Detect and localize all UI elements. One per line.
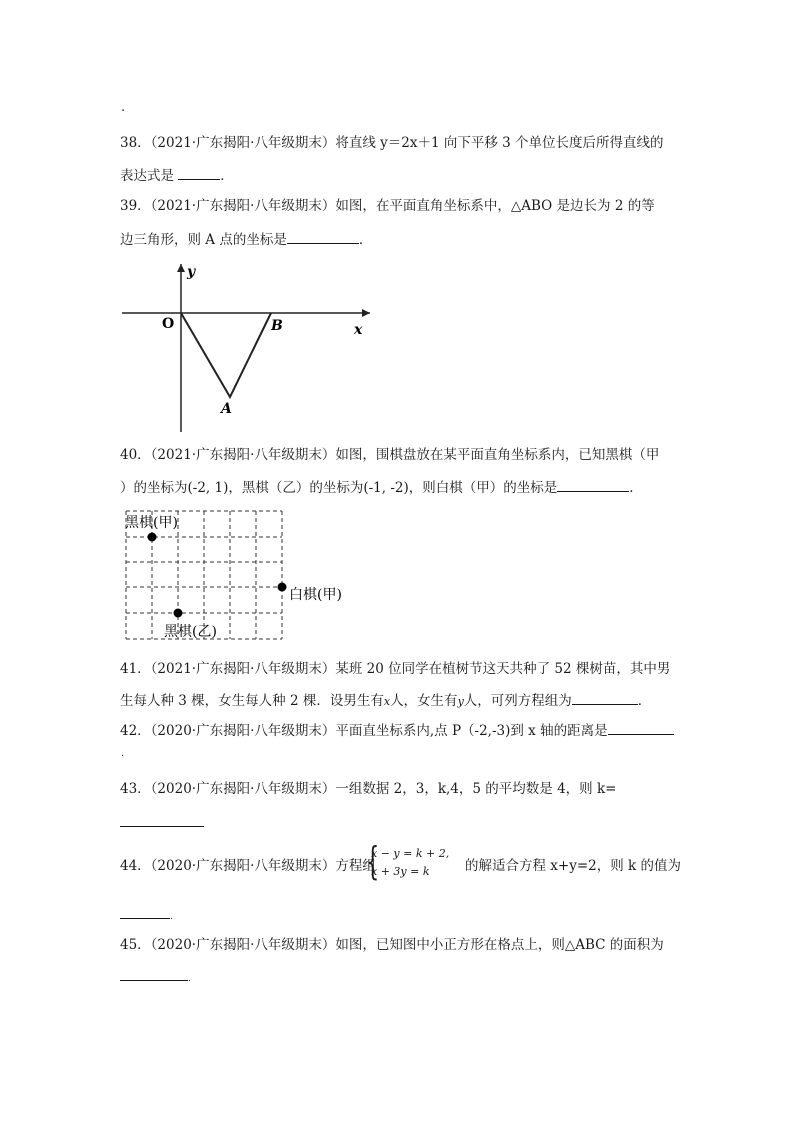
- black-stone-a: [148, 533, 157, 542]
- q41-line1: 41．（2021·广东揭阳·八年级期末）某班 20 位同学在植树节这天共种了 52 棵树苗，其中男: [120, 661, 671, 677]
- q41-line2: [120, 690, 651, 711]
- q40-line2: [120, 477, 643, 497]
- q44-equation-system: [371, 845, 449, 881]
- point-b-label: B: [271, 318, 283, 334]
- q40-go-board-figure: [118, 505, 368, 645]
- q39-answer-blank[interactable]: [287, 229, 359, 244]
- y-label: y: [187, 264, 196, 280]
- q44-answer-blank[interactable]: [120, 904, 170, 919]
- q41-var-y: y: [457, 695, 464, 708]
- q38-text: 表达式是: [120, 168, 179, 184]
- x-label: x: [354, 322, 363, 338]
- q45-answer-blank[interactable]: [120, 966, 188, 981]
- q44-line2: [120, 904, 173, 926]
- black-stone-b: [174, 609, 183, 618]
- q39-line2: [120, 229, 372, 249]
- q44-line1a: 44．（2020·广东揭阳·八年级期末）方程组: [120, 858, 376, 874]
- q42-line1: [120, 720, 674, 740]
- q44-brace: {: [366, 839, 380, 883]
- q39-line1: 39．（2021·广东揭阳·八年级期末）如图，在平面直角坐标系中，△ABO 是边长为 2 的等: [120, 198, 655, 214]
- q41-period: ．: [637, 693, 652, 709]
- q44-line1b: 的解适合方程 x+y=2，则 k 的值为: [465, 858, 682, 874]
- q38-period: ．: [220, 168, 234, 184]
- q45-period: .: [188, 974, 191, 984]
- q40-line1: 40．（2021·广东揭阳·八年级期末）如图，围棋盘放在某平面直角坐标系内，已知黑棋（甲: [120, 447, 660, 463]
- q39-triangle-figure: [118, 258, 378, 438]
- point-a-label: A: [221, 401, 232, 417]
- q41-text-c: 人，可列方程组为: [463, 693, 572, 709]
- q41-text-a: 生每人种 3 棵，女生每人种 2 棵．设男生有: [120, 693, 384, 709]
- q42-text: 42．（2020·广东揭阳·八年级期末）平面直坐标系内,点 P（-2,-3)到 x 轴的距离是: [120, 723, 608, 739]
- q43-answer-blank[interactable]: [120, 812, 204, 827]
- q39-text: 边三角形，则 A 点的坐标是: [120, 232, 287, 248]
- origin-label: O: [162, 316, 175, 332]
- black-stone-a-label: 黑棋(甲): [125, 515, 178, 531]
- white-stone-a-label: 白棋(甲): [289, 587, 342, 603]
- q42-answer-blank[interactable]: [608, 720, 674, 735]
- q41-answer-blank[interactable]: [572, 690, 638, 705]
- q44-period: .: [170, 912, 173, 922]
- q39-period: ．: [358, 232, 373, 248]
- q44-equation-2: x + 3y = k: [371, 865, 430, 878]
- q38-line2: [120, 165, 234, 185]
- leading-dot: .: [121, 100, 126, 115]
- q38-answer-blank[interactable]: [178, 165, 220, 180]
- q45-line1: 45．（2020·广东揭阳·八年级期末）如图，已知图中小正方形在格点上，则△ABC 的面积为: [120, 937, 664, 953]
- x-axis-arrow: [362, 309, 370, 317]
- white-stone-a: [278, 583, 287, 592]
- black-stone-b-label: 黑棋(乙): [164, 624, 217, 640]
- q43-line1: 43．（2020·广东揭阳·八年级期末）一组数据 2，3，k,4，5 的平均数是 4，则 k=: [120, 781, 617, 797]
- y-axis-arrow: [177, 264, 185, 272]
- q41-text-b: 人，女生有: [390, 693, 458, 709]
- triangle-abo: [181, 313, 271, 397]
- q45-line2: [120, 966, 191, 988]
- q38-line1: 38．（2021·广东揭阳·八年级期末）将直线 y＝2x＋1 向下平移 3 个单位长度后所得直线的: [120, 135, 664, 151]
- q44-equation-1: x − y = k + 2,: [371, 847, 450, 860]
- q40-answer-blank[interactable]: [557, 477, 629, 492]
- q41-var-x: x: [383, 695, 391, 708]
- q40-text: ）的坐标为(-2, 1)，黑棋（乙）的坐标为(-1, -2)，则白棋（甲）的坐标是: [120, 480, 558, 496]
- q42-trailing-dot: .: [121, 748, 125, 759]
- q40-period: ．: [629, 480, 643, 496]
